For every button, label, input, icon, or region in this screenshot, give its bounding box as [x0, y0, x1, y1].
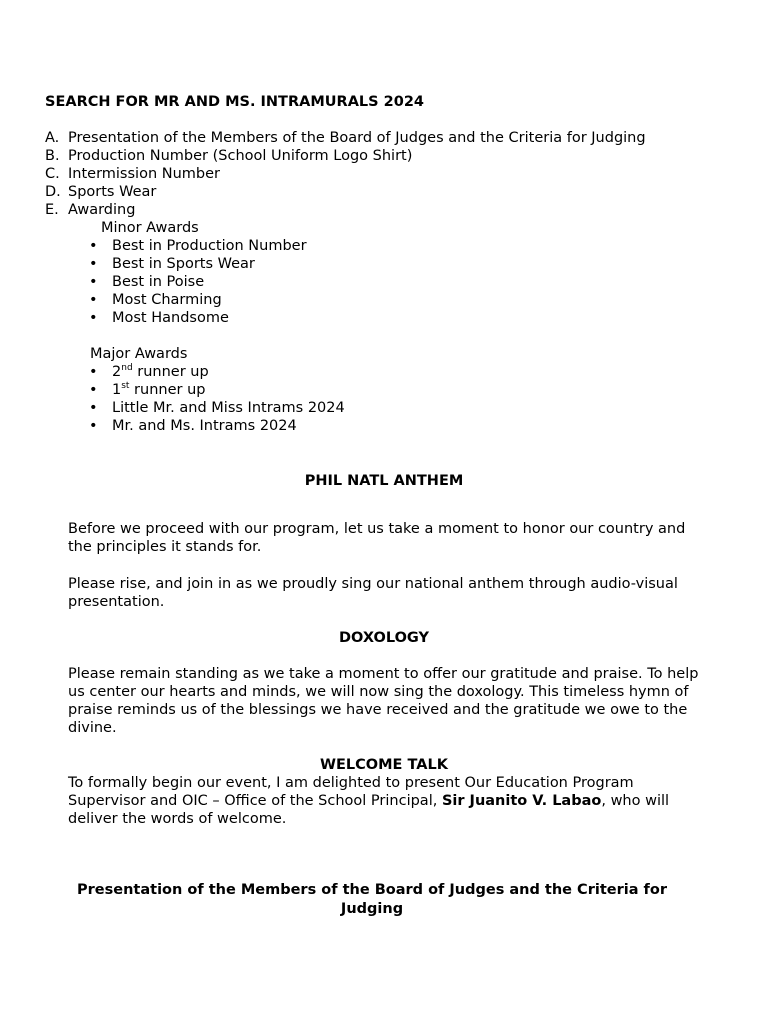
minor-award-item: [89, 255, 255, 273]
award-text: Mr. and Ms. Intrams 2024: [112, 418, 297, 434]
program-item-c: [45, 165, 220, 183]
program-letter: E.: [45, 202, 59, 218]
program-item-e: [45, 201, 135, 219]
minor-award-item: [89, 237, 307, 255]
minor-awards-heading: Minor Awards: [101, 220, 199, 236]
major-award-item: [89, 399, 345, 417]
program-item-d: [45, 183, 156, 201]
minor-award-item: [89, 273, 204, 291]
major-awards-heading: Major Awards: [90, 346, 188, 362]
award-text: Best in Sports Wear: [112, 256, 255, 272]
ordinal-suffix: nd: [121, 363, 133, 373]
award-text: Most Charming: [112, 292, 222, 308]
award-text: Little Mr. and Miss Intrams 2024: [112, 400, 345, 416]
program-text: Presentation of the Members of the Board of Judges and the Criteria for Judging: [68, 130, 646, 146]
anthem-heading: PHIL NATL ANTHEM: [304, 473, 464, 489]
welcome-heading: WELCOME TALK: [320, 757, 448, 773]
bullet-icon: •: [89, 310, 98, 326]
bullet-icon: •: [89, 382, 98, 398]
program-item-b: [45, 147, 412, 165]
bullet-icon: •: [89, 400, 98, 416]
bullet-icon: •: [89, 364, 98, 380]
program-letter: B.: [45, 148, 60, 164]
bullet-icon: •: [89, 292, 98, 308]
program-letter: D.: [45, 184, 61, 200]
major-award-item: [89, 363, 209, 381]
document-title: SEARCH FOR MR AND MS. INTRAMURALS 2024: [45, 94, 425, 110]
doxology-heading: DOXOLOGY: [339, 630, 429, 646]
bullet-icon: •: [89, 238, 98, 254]
principal-name: Sir Juanito V. Labao: [441, 793, 602, 809]
bullet-icon: •: [89, 274, 98, 290]
welcome-text-end: , who will deliver the words of welcome.: [68, 793, 670, 827]
award-text: Best in Poise: [112, 274, 205, 290]
program-text: Awarding: [68, 202, 136, 218]
welcome-paragraph: [68, 774, 708, 828]
ordinal-suffix: st: [121, 381, 130, 391]
program-item-a: [45, 129, 646, 147]
program-text: Sports Wear: [68, 184, 157, 200]
anthem-paragraph-1: Before we proceed with our program, let us take a moment to honor our country and the principles it stands for.: [68, 521, 686, 555]
minor-award-item: [89, 291, 222, 309]
minor-award-item: [89, 309, 229, 327]
bullet-icon: •: [89, 418, 98, 434]
major-award-item: [89, 417, 297, 435]
judges-heading: Presentation of the Members of the Board of Judges and the Criteria for Judging: [77, 882, 667, 917]
award-text: Best in Production Number: [112, 238, 307, 254]
award-text: runner up: [129, 382, 206, 398]
major-award-item: [89, 381, 205, 399]
doxology-paragraph: Please remain standing as we take a moment to offer our gratitude and praise. To help us center our hearts and minds, we will now sing the doxology. This timeless hymn of praise reminds us of the blessings we have received and the gratitude we owe to the divine.: [68, 666, 699, 736]
award-text: Most Handsome: [112, 310, 229, 326]
award-ordinal: 1: [112, 382, 122, 398]
program-letter: A.: [45, 130, 60, 146]
welcome-text: To formally begin our event, I am delighted to present Our Education Program Supervisor and OIC – Office of the School Principal,: [68, 775, 634, 809]
award-text: runner up: [132, 364, 209, 380]
program-text: Production Number (School Uniform Logo Shirt): [68, 148, 413, 164]
award-ordinal: 2: [112, 364, 122, 380]
bullet-icon: •: [89, 256, 98, 272]
anthem-paragraph-2: Please rise, and join in as we proudly sing our national anthem through audio-visual presentation.: [68, 576, 678, 610]
program-text: Intermission Number: [68, 166, 220, 182]
program-letter: C.: [45, 166, 60, 182]
